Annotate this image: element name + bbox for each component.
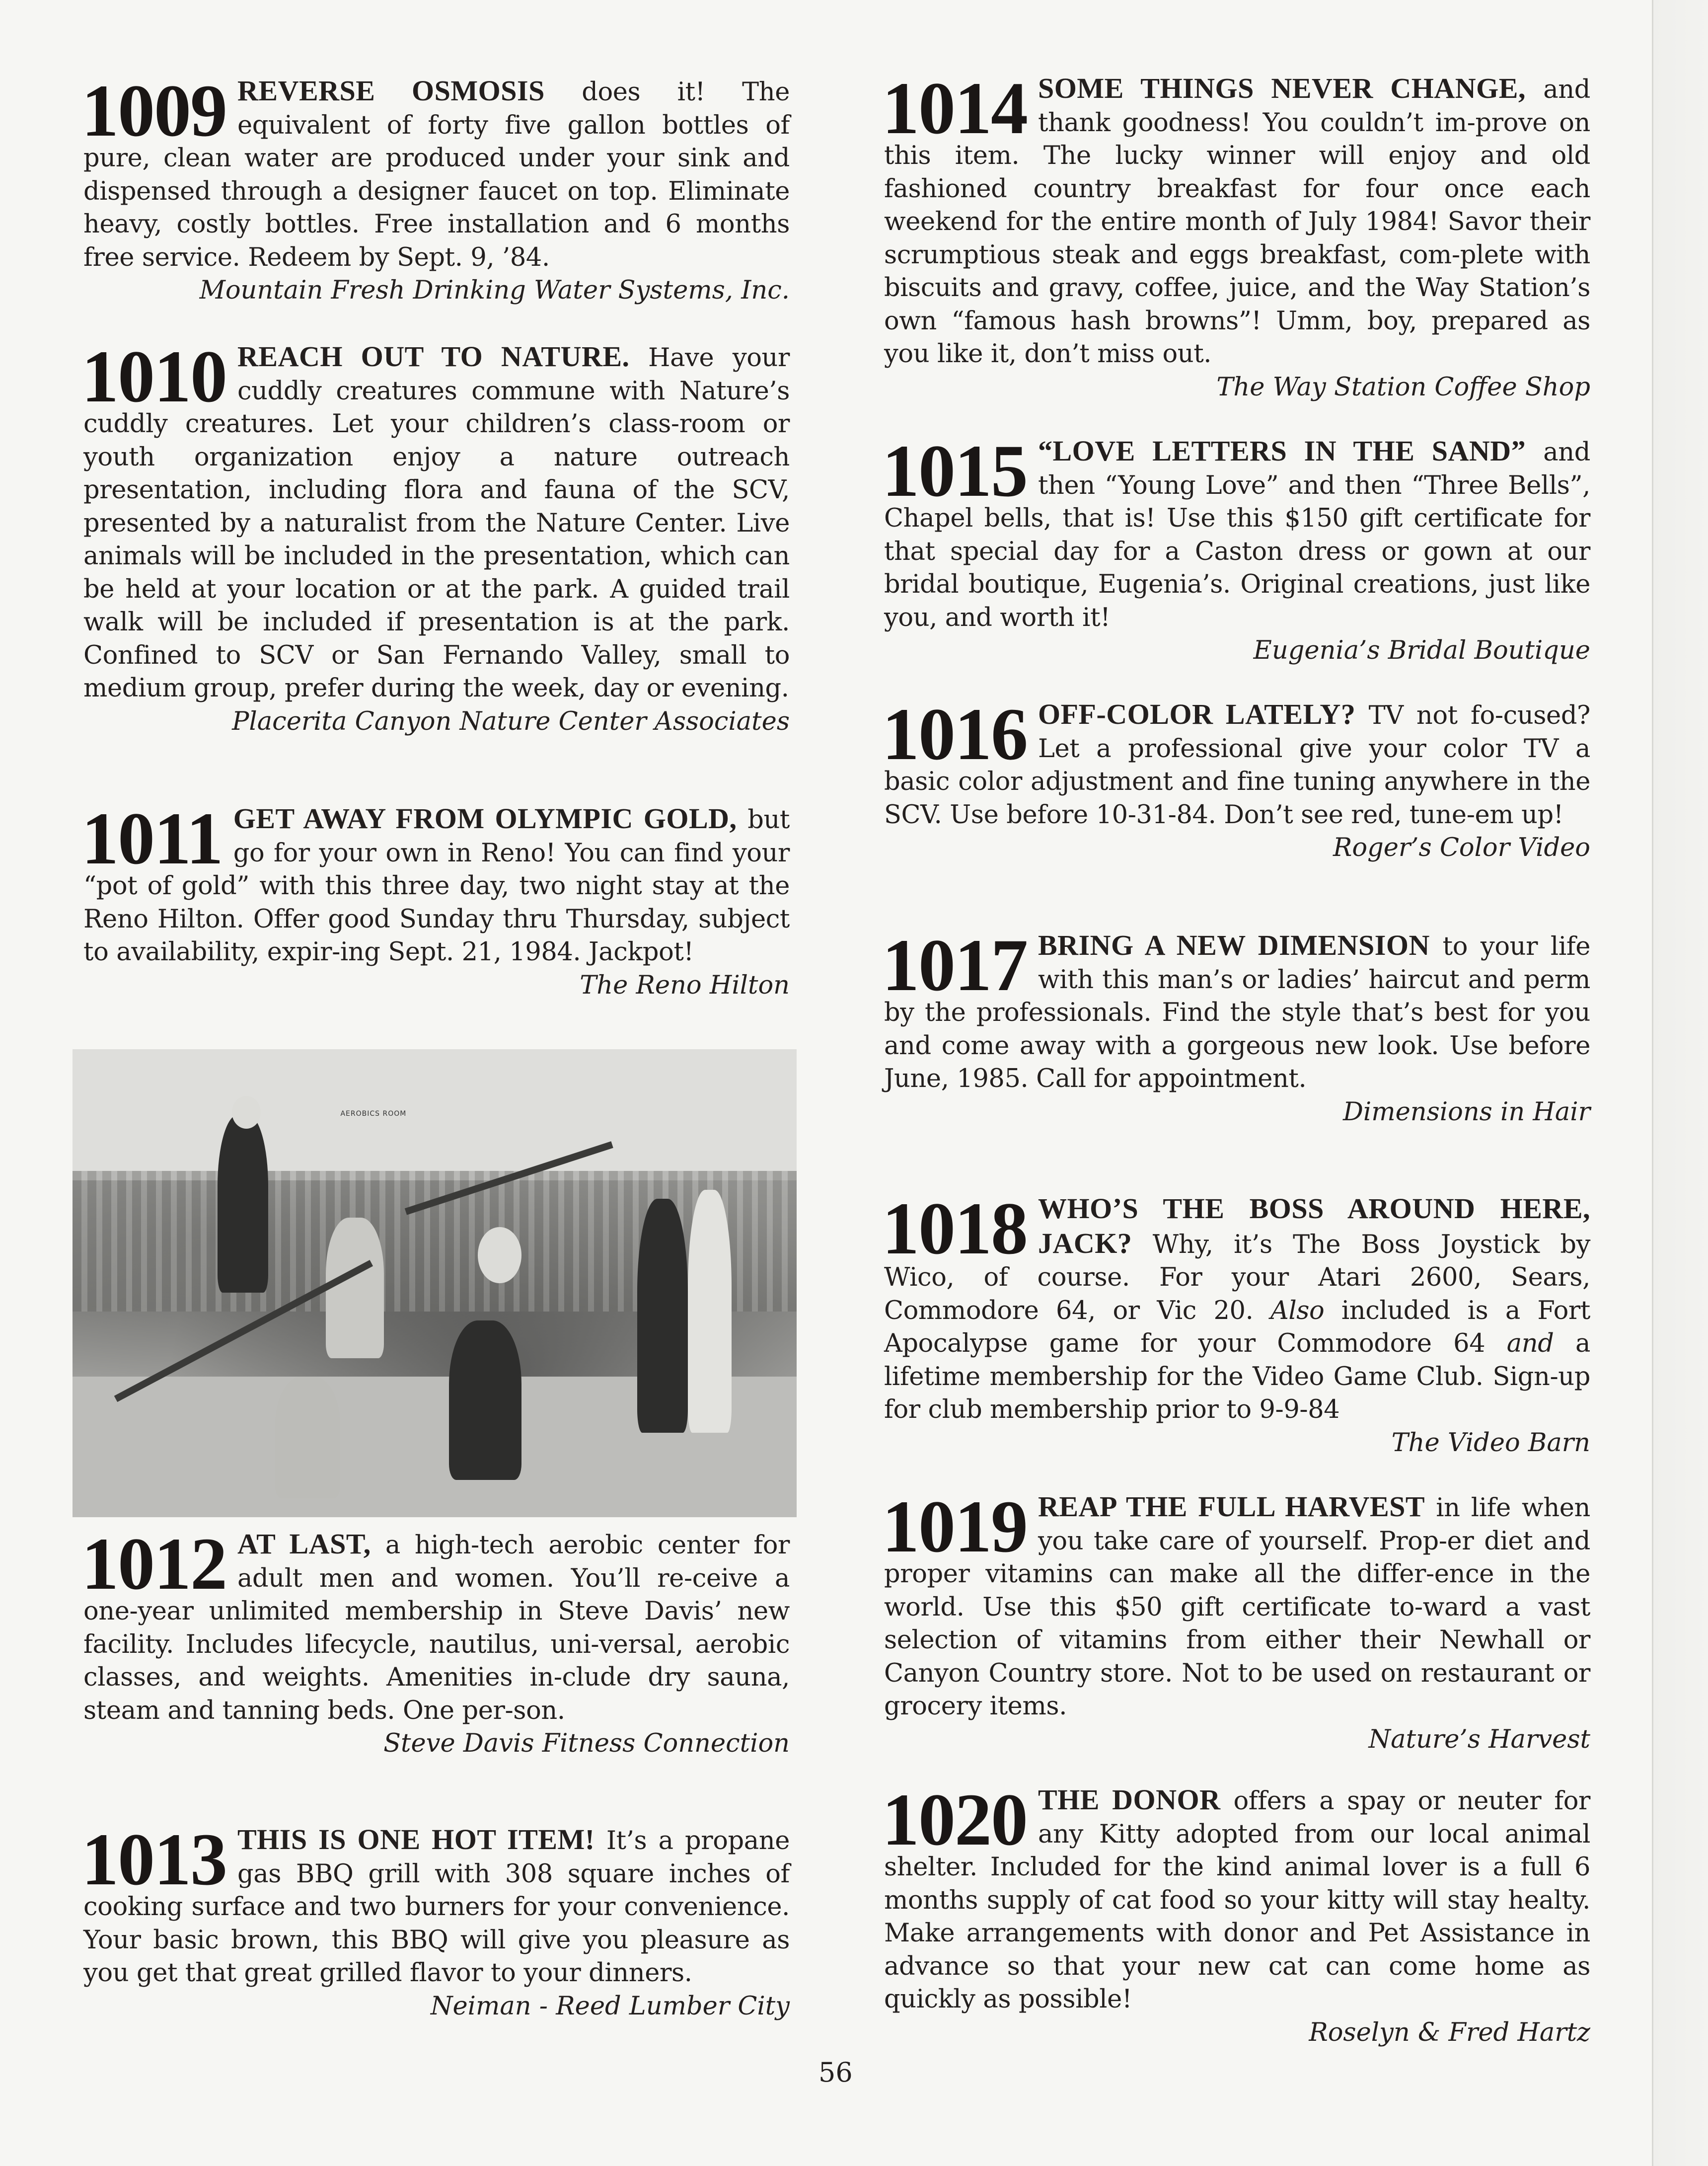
lot-number: 1020 — [882, 1779, 1027, 1861]
item-headline: OFF-COLOR LATELY? — [1038, 698, 1356, 730]
auction-item-1014 — [882, 67, 1590, 404]
item-donor: The Video Barn — [1391, 1428, 1590, 1458]
item-donor: Eugenia’s Bridal Boutique — [1253, 636, 1590, 665]
page-binding-edge — [1652, 0, 1708, 2166]
item-body: included is a Fort Apocalypse game for your Commodore 64 — [884, 1296, 1590, 1358]
item-body: and then “Young Love” and then “Three Bells”, Chapel bells, that is! Use this $150 gift certificate for that special day for a Caston dress or gown at our bridal boutique, Eugenia’s. Original creations, just like you, and worth it! — [884, 438, 1590, 632]
auction-item-1020 — [882, 1779, 1590, 2049]
photo-wall — [73, 1049, 797, 1180]
item-body: It’s a propane gas BBQ grill with 308 square inches of cooking surface and two burners for your convenience. Your basic brown, this BBQ will give you pleasure as you get that great grilled flavor to your dinners. — [83, 1826, 790, 1988]
person-head — [232, 1096, 261, 1129]
item-donor: Roger’s Color Video — [1333, 833, 1590, 862]
item-headline: REACH OUT TO NATURE. — [237, 340, 630, 373]
item-body-emphasis: Also — [1270, 1296, 1325, 1325]
item-donor: Nature’s Harvest — [1368, 1724, 1590, 1754]
photo-sign: AEROBICS ROOM — [340, 1110, 407, 1118]
lot-number: 1014 — [882, 67, 1027, 150]
item-headline: AT LAST, — [237, 1528, 371, 1560]
page-number: 56 — [818, 2057, 853, 2088]
item-body-emphasis: and — [1506, 1329, 1554, 1358]
person-figure — [688, 1190, 731, 1433]
lot-number: 1015 — [882, 430, 1027, 512]
person-figure — [326, 1218, 384, 1358]
person-figure — [218, 1115, 268, 1293]
lot-number: 1011 — [81, 797, 223, 880]
auction-item-1013 — [81, 1818, 790, 2023]
item-donor: Neiman - Reed Lumber City — [430, 1991, 790, 2021]
item-headline: REVERSE OSMOSIS — [237, 75, 545, 107]
item-donor: The Reno Hilton — [580, 970, 790, 1000]
item-headline: THIS IS ONE HOT ITEM! — [237, 1823, 595, 1856]
item-donor: Roselyn & Fred Hartz — [1309, 2017, 1590, 2047]
fitness-center-photo — [73, 1049, 797, 1517]
item-headline: “LOVE LETTERS IN THE SAND” — [1038, 435, 1526, 467]
lot-number: 1019 — [882, 1485, 1027, 1568]
lot-number: 1016 — [882, 693, 1027, 775]
item-headline: WHO’S THE BOSS AROUND HERE, JACK? — [1038, 1192, 1590, 1259]
lot-number: 1010 — [81, 335, 226, 418]
item-headline: REAP THE FULL HARVEST — [1038, 1490, 1425, 1523]
item-donor: Mountain Fresh Drinking Water Systems, Inc. — [199, 276, 790, 305]
item-body: to your life with this man’s or ladies’ haircut and perm by the professionals. Find the style that’s best for you and come away with a gorgeous new look. Use before June, 1985. Call for appointment. — [884, 932, 1590, 1093]
item-body: and thank goodness! You couldn’t im-prove on this item. The lucky winner will enjoy and old fashioned country breakfast for four once each weekend for the entire month of July 1984! Savor their scrumptious steak and eggs breakfast, com-plete with biscuits and gravy, coffee, juice, and the Way Station’s own “famous hash browns”! Umm, boy, prepared as you like it, don’t miss out. — [884, 75, 1590, 369]
item-body: Have your cuddly creatures commune with Nature’s cuddly creatures. Let your children’s class-room or youth organization enjoy a nature outreach presentation, including flora and fauna of the SCV, presented by a naturalist from the Nature Center. Live animals will be included in the presentation, which can be held at your location or at the park. A guided trail walk will be included if presentation is at the park. Confined to SCV or San Fernando Valley, small to medium group, prefer during the week, day or evening. — [83, 343, 790, 703]
item-body: does it! The equivalent of forty five gallon bottles of pure, clean water are produced under your sink and dispensed through a designer faucet on top. Eliminate heavy, costly bottles. Free installation and 6 months free service. Redeem by Sept. 9, ’84. — [83, 77, 790, 272]
item-donor: Dimensions in Hair — [1343, 1097, 1590, 1127]
person-head — [478, 1227, 521, 1283]
auction-item-1017 — [882, 924, 1590, 1129]
item-body: offers a spay or neuter for any Kitty adopted from our local animal shelter. Included for the kind animal lover is a full 6 months supply of cat food so your kitty will stay healty. Make arrangements with donor and Pet Assistance in advance so that your new cat can come home as quickly as possible! — [884, 1786, 1590, 2014]
auction-item-1009 — [81, 70, 790, 307]
auction-item-1016 — [882, 693, 1591, 864]
auction-item-1019 — [882, 1485, 1590, 1756]
item-headline: BRING A NEW DIMENSION — [1038, 929, 1430, 961]
person-figure — [275, 1377, 340, 1498]
auction-item-1018 — [882, 1187, 1590, 1460]
person-figure — [637, 1199, 688, 1433]
lot-number: 1013 — [81, 1818, 226, 1901]
item-body: but go for your own in Reno! You can find your “pot of gold” with this three day, two night stay at the Reno Hilton. Offer good Sunday thru Thursday, subject to availability, expir-ing Sept. 21, 1984. Jackpot! — [83, 805, 790, 967]
item-body: a high-tech aerobic center for adult men and women. You’ll re-ceive a one-year unlimited membership in Steve Davis’ new facility. Includes lifecycle, nautilus, uni-versal, aerobic classes, and weights. Amenities in-clude dry sauna, steam and tanning beds. One per-son. — [83, 1531, 790, 1725]
item-body: in life when you take care of yourself. Prop-er diet and proper vitamins can make all the differ-ence in the world. Use this $50 gift certificate to-ward a vast selection of vitamins from either their Newhall or Canyon Country store. Not to be used on restaurant or grocery items. — [884, 1493, 1590, 1721]
person-figure — [449, 1320, 521, 1479]
auction-item-1011 — [81, 797, 790, 1002]
lot-number: 1017 — [882, 924, 1027, 1006]
item-body: TV not fo-cused? Let a professional give your color TV a basic color adjustment and fine tuning anywhere in the SCV. Use before 10-31-84. Don’t see red, tune-em up! — [884, 701, 1591, 830]
item-donor: Placerita Canyon Nature Center Associates — [232, 706, 790, 736]
lot-number: 1009 — [81, 70, 226, 152]
auction-item-1010 — [81, 335, 790, 738]
item-headline: SOME THINGS NEVER CHANGE, — [1038, 72, 1526, 104]
auction-item-1015 — [882, 430, 1590, 667]
item-body: a lifetime membership for the Video Game Club. Sign-up for club membership prior to 9-9-84 — [884, 1329, 1590, 1424]
item-headline: GET AWAY FROM OLYMPIC GOLD, — [233, 802, 737, 835]
item-body: Why, it’s The Boss Joystick by Wico, of course. For your Atari 2600, Sears, Commodore 64, or Vic 20. — [884, 1230, 1590, 1325]
lot-number: 1012 — [81, 1523, 226, 1605]
item-donor: Steve Davis Fitness Connection — [383, 1729, 790, 1758]
item-donor: The Way Station Coffee Shop — [1216, 372, 1590, 402]
item-headline: THE DONOR — [1038, 1783, 1221, 1816]
lot-number: 1018 — [882, 1187, 1027, 1270]
auction-item-1012 — [81, 1523, 790, 1760]
